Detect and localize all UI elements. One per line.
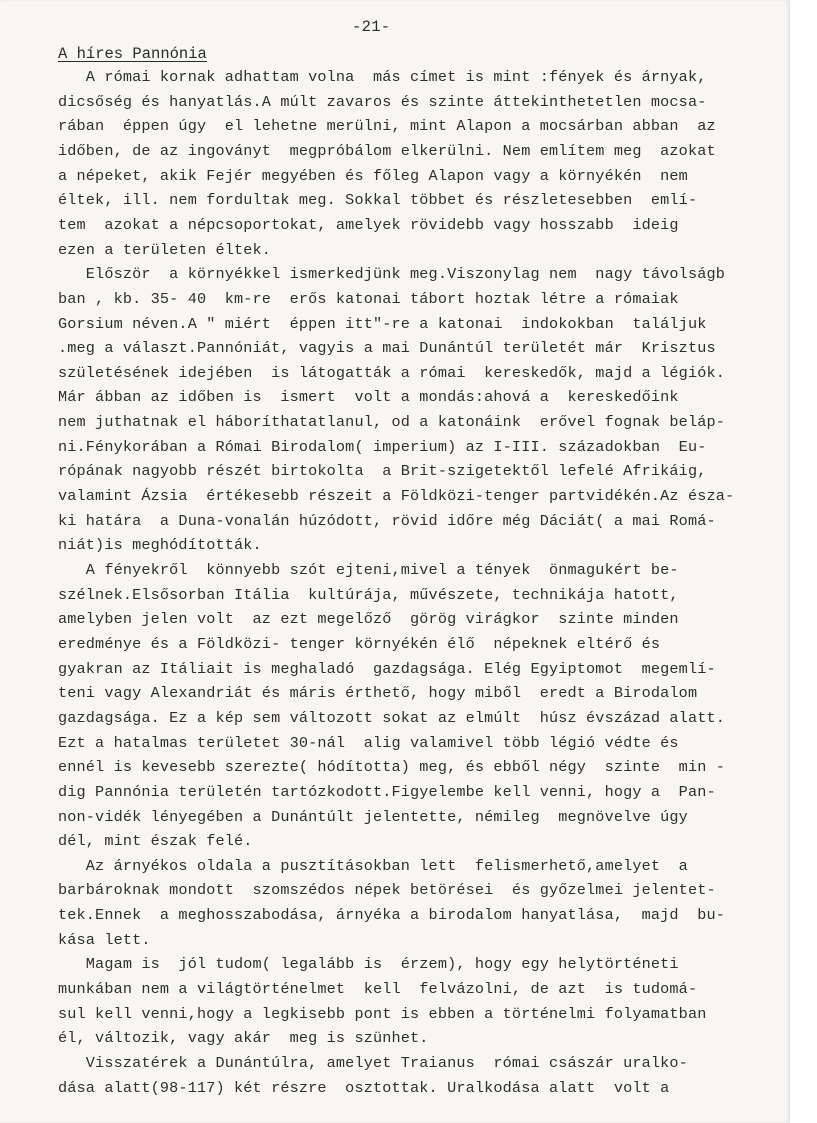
text-line: ni.Fénykorában a Római Birodalom( imperium) az I-III. századokban Eu- — [58, 437, 707, 456]
text-line: barbároknak mondott szomszédos népek betörései és győzelmei jelentet- — [58, 881, 716, 900]
text-line: szélnek.Elsősorban Itália kultúrája, művészete, technikája hatott, — [58, 585, 679, 604]
text-line: ban , kb. 35- 40 km-re erős katonai tábort hoztak létre a rómaiak — [58, 289, 679, 308]
text-line: amelyben jelen volt az ezt megelőző görög virágkor szinte minden — [58, 610, 679, 629]
text-line: Magam is jól tudom( legalább is érzem), hogy egy helytörténeti — [58, 955, 679, 974]
text-line: kása lett. — [58, 930, 151, 949]
text-line: non-vidék lényegében a Dunántúlt jelentette, némileg megnövelve úgy — [58, 807, 688, 826]
text-line: munkában nem a világtörténelmet kell felvázolni, de azt is tudomá- — [58, 980, 698, 999]
text-line: dél, mint észak felé. — [58, 832, 253, 851]
text-line: tem azokat a népcsoportokat, amelyek rövidebb vagy hosszabb ideig — [58, 215, 679, 234]
text-line: rában éppen úgy el lehetne merülni, mint Alapon a mocsárban abban az — [58, 117, 716, 136]
text-line: dicsőség és hanyatlás.A múlt zavaros és szinte áttekinthetetlen mocsa- — [58, 92, 707, 111]
text-line: születésének idejében is látogatták a római kereskedők, majd a légiók. — [58, 363, 726, 382]
text-line: ki határa a Duna-vonalán húzódott, rövid időre még Dáciát( a mai Romá- — [58, 511, 716, 530]
text-line: ennél is kevesebb szerezte( hódította) meg, és ebből négy szinte min - — [58, 758, 726, 777]
text-line: Ezt a hatalmas területet 30-nál alig valamivel több légió védte és — [58, 733, 679, 752]
text-line: éltek, ill. nem fordultak meg. Sokkal többet és részletesebben emlí- — [58, 191, 698, 210]
text-line: niát)is meghódították. — [58, 536, 262, 555]
text-line: ezen a területen éltek. — [58, 240, 272, 259]
document-title: A híres Pannónia — [58, 45, 207, 63]
text-line: Visszatérek a Dunántúlra, amelyet Traianus római császár uralko- — [58, 1054, 688, 1072]
text-line: gazdagsága. Ez a kép sem változott sokat az elmúlt húsz évszázad alatt. — [58, 708, 726, 727]
text-line: eredménye és a Földközi- tenger környékén élő népeknek eltérő és — [58, 634, 661, 653]
text-line: dig Pannónia területén tartózkodott.Figyelembe kell venni, hogy a Pan- — [58, 782, 716, 801]
text-line: rópának nagyobb részét birtokolta a Brit-szigetektől lefelé Afrikáig, — [58, 462, 707, 481]
text-line: Gorsium néven.A " miért éppen itt"-re a katonai indokokban találjuk — [58, 314, 707, 333]
text-line: sul kell venni,hogy a legkisebb pont is ebben a történelmi folyamatban — [58, 1004, 707, 1023]
text-line: gyakran az Itáliait is meghaladó gazdagsága. Elég Egyiptomot megemlí- — [58, 659, 716, 678]
text-line: tek.Ennek a meghosszabodása, árnyéka a birodalom hanyatlása, majd bu- — [58, 906, 726, 925]
text-line: .meg a választ.Pannóniát, vagyis a mai Dunántúl területét már Krisztus — [58, 339, 716, 358]
text-line: A fényekről könnyebb szót ejteni,mivel a tények önmagukért be- — [58, 561, 679, 579]
text-line: Az árnyékos oldala a pusztításokban lett felismerhető,amelyet a — [58, 856, 688, 875]
text-line: Először a környékkel ismerkedjünk meg.Viszonylag nem nagy távolságb — [58, 265, 726, 284]
text-line: nem juthatnak el háboríthatatlanul, od a katonáink erővel fognak beláp- — [58, 413, 726, 432]
text-line: a népeket, akik Fejér megyében és főleg Alapon vagy a környékén nem — [58, 166, 688, 185]
text-line: Már ábban az időben is ismert volt a mondás:ahová a kereskedőink — [58, 388, 679, 407]
text-line: valamint Ázsia értékesebb részeit a Földközi-tenger partvidékén.Az észa- — [58, 487, 735, 506]
text-line: A római kornak adhattam volna más címet is mint :fények és árnyak, — [58, 68, 707, 86]
text-line: időben, de az ingoványt megpróbálom elkerülni. Nem említem meg azokat — [58, 141, 716, 160]
page-number: -21- — [352, 18, 391, 36]
scan-margin — [790, 0, 817, 1123]
text-line: él, változik, vagy akár meg is szünhet. — [58, 1029, 429, 1048]
text-line: dása alatt(98-117) két részre osztottak. Uralkodása alatt volt a — [58, 1078, 670, 1097]
text-line: teni vagy Alexandriát és máris érthető, hogy miből eredt a Birodalom — [58, 684, 698, 703]
